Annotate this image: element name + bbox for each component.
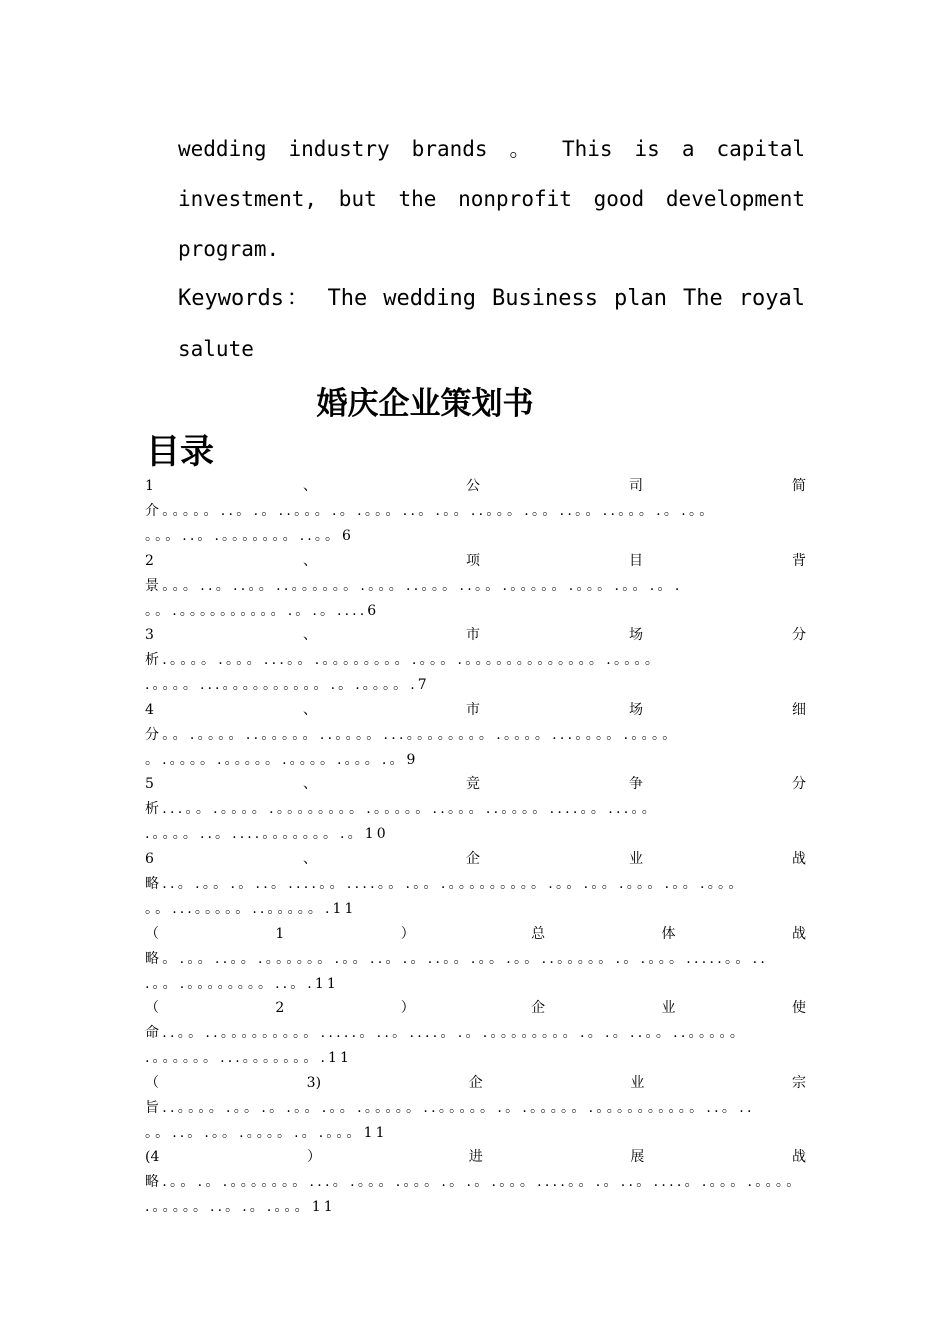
toc-title-char: （ — [145, 925, 159, 942]
toc-heading: 目录 — [146, 432, 214, 472]
toc-entry-title — [145, 623, 806, 648]
toc-title-char: 宗 — [792, 1074, 806, 1091]
toc-title-char: 5 — [145, 776, 154, 793]
toc-entry-title — [145, 474, 806, 499]
toc-title-char: (4 — [145, 1149, 160, 1166]
toc-title-char: ） — [400, 1000, 415, 1017]
toc-entry-leader: 介。。。。。..。.。..。。。.。.。。。..。.。。..。。。.。。..。。..。。。.。.。。 — [145, 503, 717, 519]
toc-title-char: 2 — [275, 1000, 285, 1017]
toc-title-char: 1 — [275, 925, 285, 942]
toc-title-char: （ — [145, 1074, 159, 1091]
toc-entry-title — [145, 549, 806, 574]
toc-entry-page: 。。.。。。。。。。。。。.。.。....6 — [145, 602, 380, 619]
toc-title-char: 场 — [628, 627, 643, 644]
toc-entry-leader: 略。.。。..。。.。。。。。。.。。..。.。..。。.。。.。。..。。。。。.。.。。。.....。。.. — [145, 950, 769, 967]
toc-title-char: 市 — [465, 627, 480, 644]
toc-title-char: 使 — [791, 1000, 806, 1017]
toc-entry-page: .。。。。。。...。。。。。。。.11 — [145, 1050, 353, 1067]
toc-title-char: 分 — [791, 627, 806, 644]
toc-title-char: 、 — [302, 701, 317, 718]
toc-entry-leader: 析.。。。。.。。。...。。.。。。。。。。。.。。。.。。。。。。。。。。。。。.。。。。 — [145, 652, 663, 669]
toc-title-char: 战 — [791, 925, 806, 942]
toc-entry[interactable] — [145, 922, 806, 997]
toc-title-char: 企 — [465, 850, 480, 867]
toc-entry[interactable] — [145, 772, 806, 847]
toc-entry-page: .。。。。...。。。。。。。。。。.。.。。。。.7 — [145, 677, 430, 694]
toc-title-char: 业 — [628, 850, 643, 867]
toc-title-char: ） — [400, 925, 415, 942]
toc-title-char: 业 — [661, 1000, 676, 1017]
toc-title-char: 争 — [628, 776, 643, 793]
toc-title-char: 企 — [531, 1000, 546, 1017]
abstract-line: wedding industry brands 。 This is a capital — [178, 137, 805, 161]
toc-title-char: （ — [145, 1000, 159, 1017]
toc-title-char: ） — [307, 1149, 322, 1166]
toc-title-char: 战 — [792, 1149, 806, 1166]
abstract-line: salute — [178, 337, 254, 361]
toc-entry[interactable] — [145, 847, 806, 922]
toc-title-char: 背 — [791, 552, 806, 569]
toc-entry-title — [145, 772, 806, 797]
toc-title-char: 简 — [791, 478, 806, 494]
toc-entry[interactable] — [145, 1071, 806, 1146]
toc-entry-leader: 旨..。。。。.。。.。.。。.。。.。。。。。..。。。。。.。.。。。。。.。。。。。。。。。。..。.. — [145, 1099, 755, 1116]
toc-title-char: 体 — [661, 925, 676, 942]
toc-entry-leader: 景。。。..。..。。..。。。。。。.。。。..。。。..。。.。。。。。.。。。.。。.。. — [145, 577, 683, 594]
toc-entry-page: 。.。。。。.。。。。。.。。。。.。。。.。9 — [145, 751, 419, 768]
toc-entry-page: .。。.。。。。。。。。..。.11 — [145, 975, 339, 992]
toc-entry-page: .。。。。。..。.。.。。。11 — [145, 1199, 336, 1216]
toc-title-char: 项 — [465, 552, 480, 569]
toc-entry[interactable] — [145, 996, 806, 1071]
toc-title-char: 竞 — [465, 776, 480, 793]
toc-entry-page: 。。。..。.。。。。。。。..。。6 — [145, 528, 355, 544]
toc-title-char: 细 — [791, 701, 806, 718]
toc-title-char: 4 — [145, 701, 154, 718]
toc-title-char: 分 — [791, 776, 806, 793]
toc-entry-title — [145, 922, 806, 947]
toc-title-char: 3 — [145, 627, 154, 644]
toc-entry-leader: 析...。。.。。。。.。。。。。。。。.。。。。。..。。。..。。。。....。。...。。 — [145, 801, 660, 818]
toc-title-char: 、 — [302, 627, 317, 644]
toc-title-char: 业 — [630, 1074, 645, 1091]
toc-entry[interactable] — [145, 698, 806, 773]
document-title: 婚庆企业策划书 — [316, 386, 534, 422]
toc-title-char: 总 — [531, 925, 546, 942]
toc-entry-leader: 分。。.。。。。..。。。。。..。。。。...。。。。。。。。.。。。。...。。。。.。。。。 — [145, 726, 680, 743]
toc-entry-leader: 略.。。.。.。。。。。。。...。.。。。.。。。.。.。.。。。....。。.。..。....。.。。。.。。。。 — [145, 1174, 804, 1191]
toc-title-char: 企 — [468, 1074, 483, 1091]
toc-title-char: 、 — [302, 478, 317, 494]
toc-title-char: 6 — [145, 850, 154, 867]
toc-entry-title — [145, 1071, 806, 1096]
toc-entry[interactable] — [145, 549, 806, 624]
toc-title-char: 展 — [630, 1149, 645, 1166]
toc-entry-leader: 略..。.。。.。..。....。。....。。.。。.。。。。。。。。。.。。.。。.。。。.。。.。。。 — [145, 875, 746, 892]
toc-entry[interactable] — [145, 623, 806, 698]
toc-title-char: 场 — [628, 701, 643, 718]
toc-entry-leader: 命..。。..。。。。。。。。。.....。..。....。.。.。。。。。。。。.。.。..。。..。。。。。 — [145, 1025, 748, 1042]
toc-title-char: 市 — [465, 701, 480, 718]
toc-title-char: 战 — [791, 850, 806, 867]
toc-title-char: 2 — [145, 552, 154, 569]
keywords-line: Keywords： The wedding Business plan The royal — [178, 286, 805, 311]
abstract-line: program. — [178, 237, 280, 261]
toc-title-char: 目 — [628, 552, 643, 569]
abstract-text — [178, 124, 805, 374]
toc-title-char: 司 — [628, 478, 643, 494]
toc-entry-title — [145, 996, 806, 1021]
toc-entry[interactable] — [145, 474, 806, 549]
toc-entry-page: 。。..。.。。.。。。。.。.。。。11 — [145, 1124, 388, 1141]
abstract-line: investment, but the nonprofit good development — [178, 187, 805, 211]
toc-entry-page: .。。。。..。....。。。。。。。.。10 — [145, 826, 389, 843]
toc-title-char: 进 — [468, 1149, 483, 1166]
toc-title-char: 、 — [302, 776, 317, 793]
table-of-contents — [145, 474, 806, 1220]
toc-title-char: 、 — [302, 552, 317, 569]
toc-entry-page: 。。...。。。。。..。。。。。.11 — [145, 900, 357, 917]
toc-entry-title — [145, 1145, 806, 1170]
toc-title-char: 3) — [306, 1074, 322, 1091]
toc-title-char: 公 — [465, 478, 480, 494]
toc-entry-title — [145, 847, 806, 872]
toc-title-char: 、 — [302, 850, 317, 867]
toc-entry-title — [145, 698, 806, 723]
toc-entry[interactable] — [145, 1145, 806, 1220]
toc-title-char: 1 — [145, 478, 154, 494]
